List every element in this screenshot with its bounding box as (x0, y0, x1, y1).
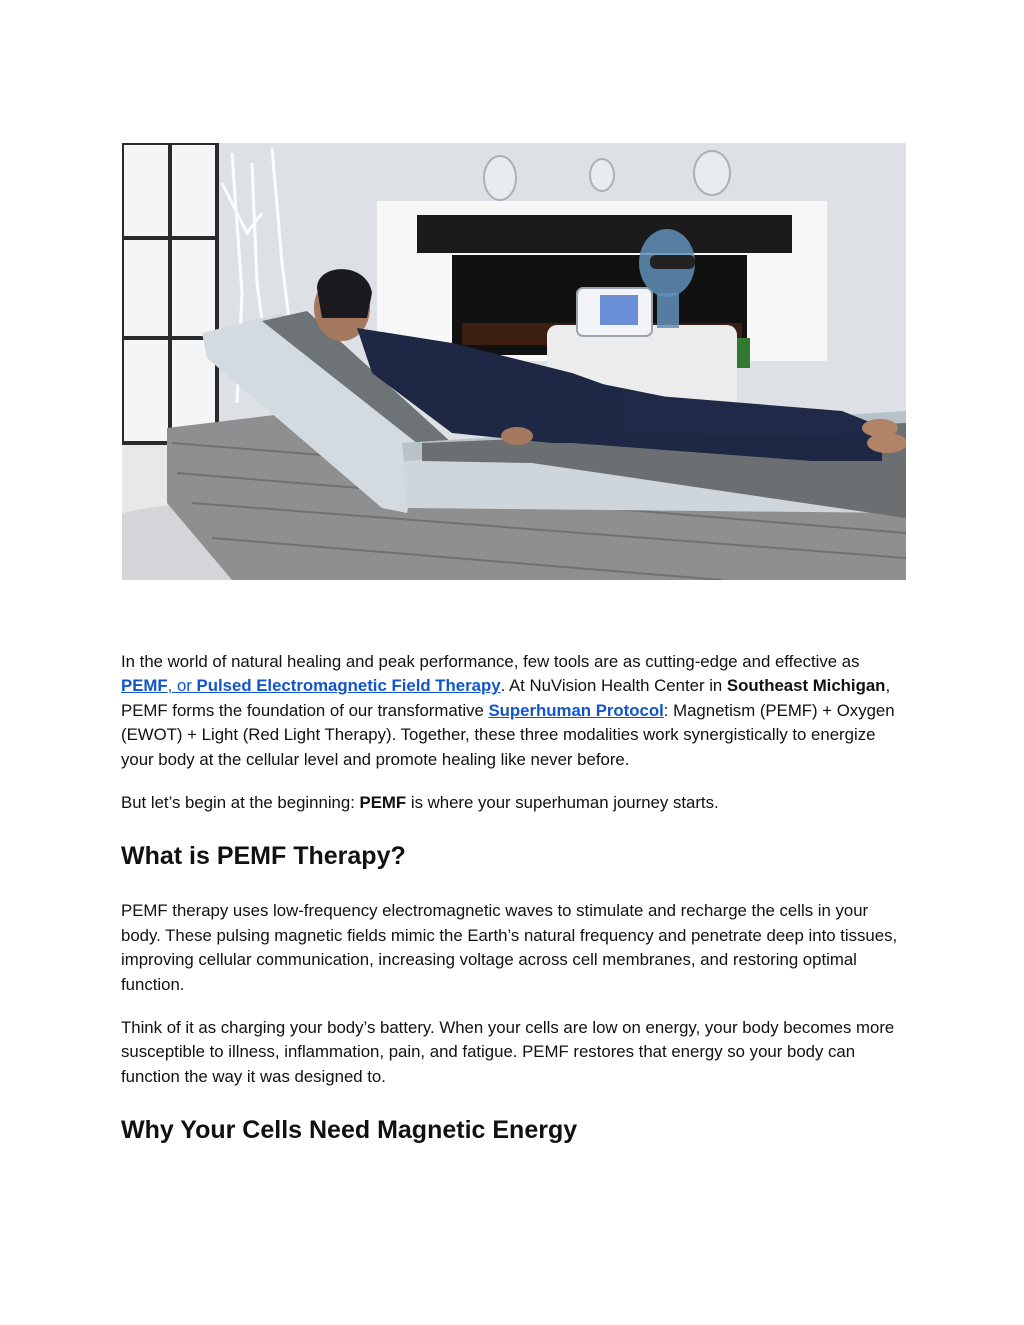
pemf-definition-paragraph: PEMF therapy uses low-frequency electromagnetic waves to stimulate and recharge the cells in your body. These pulsing magnetic fields mimic the Earth’s natural frequency and penetrate deep into tissues, improving cellular communication, increasing voltage across cell membranes, and restoring optimal function. (121, 901, 898, 994)
location-bold: Southeast Michigan (726, 676, 886, 696)
article-body (121, 650, 911, 1145)
pemf-bold: PEMF (359, 793, 407, 813)
hero-image (122, 143, 906, 580)
superhuman-protocol-link[interactable]: Superhuman Protocol (488, 700, 664, 720)
battery-analogy-paragraph: Think of it as charging your body’s battery. When your cells are low on energy, your body becomes more susceptible to illness, inflammation, pain, and fatigue. PEMF restores that energy so your body can function the way it was designed to. (121, 1018, 895, 1086)
begin-paragraph: But let’s begin at the beginning: PEMF is where your superhuman journey starts. (121, 793, 719, 813)
or-link-text[interactable]: , or (167, 676, 197, 696)
intro-paragraph: In the world of natural healing and peak performance, few tools are as cutting-edge and effective as PEMF, or Pulsed Electromagnetic Field Therapy. At NuVision Health Center in Southeast Michigan, PEMF forms the foundation of our transformative Superhuman Protocol: Magnetism (PEMF) + Oxygen (EWOT) + Light (Red Light Therapy). Together, these three modalities work synergistically to energize your body at the cellular level and promote healing like never before. (121, 652, 895, 769)
pulsed-electromagnetic-field-therapy-link[interactable]: Pulsed Electromagnetic Field Therapy (196, 676, 501, 696)
section-heading-what-is-pemf: What is PEMF Therapy? (121, 842, 406, 871)
section-heading-why-cells-need-energy: Why Your Cells Need Magnetic Energy (121, 1116, 578, 1145)
pemf-link[interactable]: PEMF (121, 676, 168, 696)
